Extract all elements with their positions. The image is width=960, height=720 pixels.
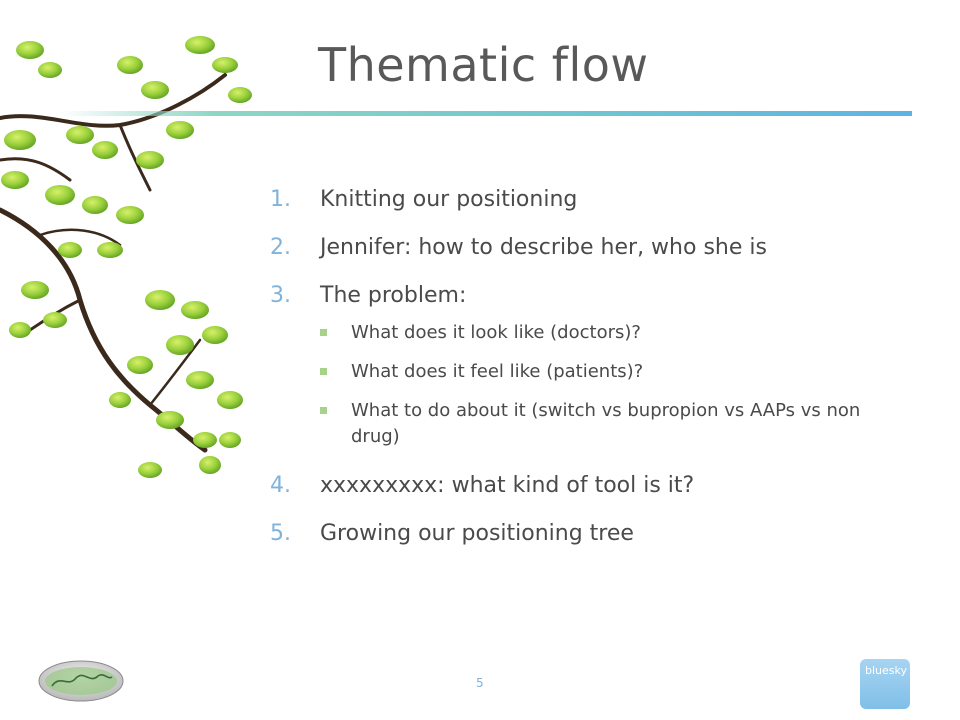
agenda-item-2 <box>270 232 910 264</box>
bluesky-logo <box>860 659 910 709</box>
item-number: 4. <box>270 473 291 498</box>
sub-item-3 <box>320 398 910 450</box>
item-text: xxxxxxxxx: what kind of tool is it? <box>320 473 695 498</box>
title-underline <box>60 111 912 116</box>
tree-branch-image <box>0 0 300 520</box>
agenda-item-4 <box>270 470 910 502</box>
sub-item-2 <box>320 359 910 385</box>
bluesky-logo-text: bluesky <box>865 664 907 677</box>
agenda-list <box>270 184 910 566</box>
square-bullet-icon <box>320 320 351 346</box>
sub-item-text: What to do about it (switch vs bupropion vs AAPs vs non drug) <box>351 400 861 447</box>
sub-item-text: What does it feel like (patients)? <box>351 361 644 382</box>
square-bullet-icon <box>320 398 351 450</box>
sub-item-1 <box>320 320 910 346</box>
item-text: Knitting our positioning <box>320 187 578 212</box>
agenda-item-5 <box>270 518 910 550</box>
agenda-item-1 <box>270 184 910 216</box>
page-number: 5 <box>476 676 484 690</box>
item-text: The problem: <box>320 283 467 308</box>
item-text: Jennifer: how to describe her, who she is <box>320 235 767 260</box>
sub-item-text: What does it look like (doctors)? <box>351 322 641 343</box>
company-logo <box>38 660 124 702</box>
agenda-item-3 <box>270 280 910 312</box>
item-number: 1. <box>270 187 291 212</box>
item-number: 2. <box>270 235 291 260</box>
item-number: 5. <box>270 521 291 546</box>
square-bullet-icon <box>320 359 351 385</box>
slide-title: Thematic flow <box>318 38 649 92</box>
item-text: Growing our positioning tree <box>320 521 634 546</box>
item-number: 3. <box>270 283 291 308</box>
